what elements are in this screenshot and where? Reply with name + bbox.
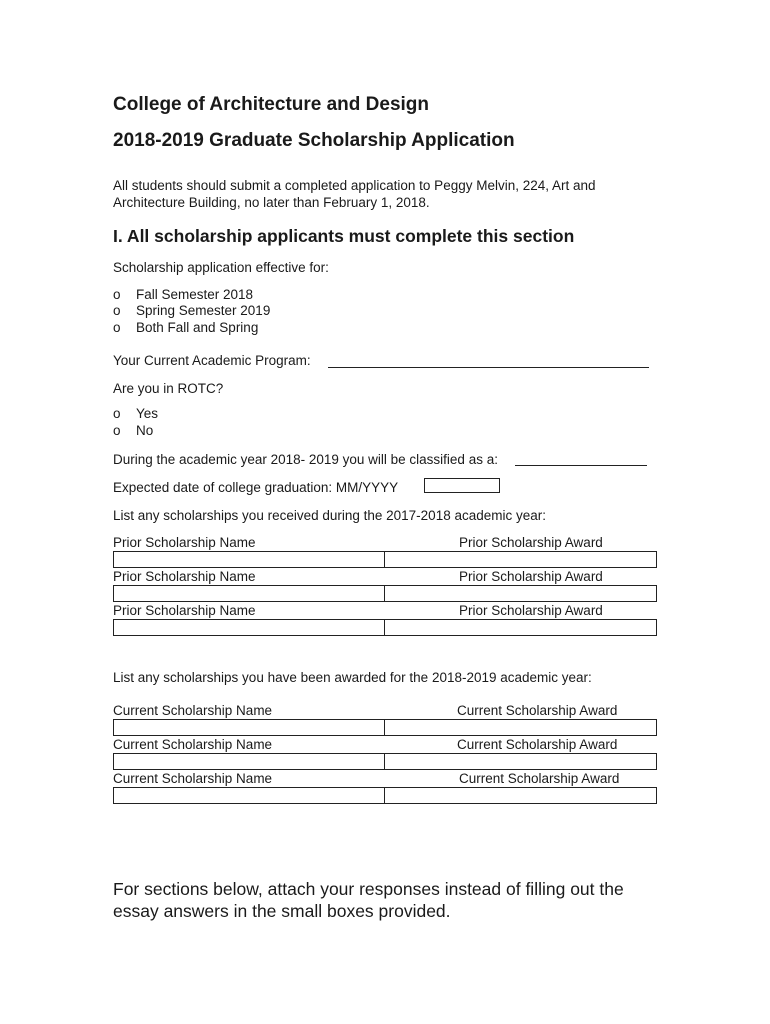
radio-circle-icon[interactable]: o [113,423,121,438]
current-name-input[interactable] [114,720,385,735]
effective-label: Scholarship application effective for: [113,260,329,275]
prior-scholarship-row [113,603,657,636]
current-scholarship-row [113,737,657,770]
current-award-label: Current Scholarship Award [457,703,618,718]
option-fall-2018[interactable] [113,287,253,303]
rotc-label: Are you in ROTC? [113,381,224,396]
current-award-input[interactable] [385,754,656,769]
prior-award-input[interactable] [385,586,656,601]
current-award-label: Current Scholarship Award [459,771,620,786]
prior-scholarship-row [113,535,657,568]
classification-input[interactable] [515,465,647,466]
current-award-input[interactable] [385,720,656,735]
prior-name-input[interactable] [114,620,385,635]
radio-circle-icon[interactable]: o [113,320,121,335]
intro-line-1: All students should submit a completed application to Peggy Melvin, 224, Art and [113,178,596,193]
option-spring-2019[interactable] [113,303,270,319]
rotc-option-no[interactable] [113,423,153,439]
prior-scholarship-row [113,569,657,602]
prior-name-label: Prior Scholarship Name [113,535,256,550]
current-award-input[interactable] [385,788,656,803]
classification-label: During the academic year 2018- 2019 you will be classified as a: [113,452,498,467]
option-label: No [136,423,154,438]
prior-award-label: Prior Scholarship Award [459,535,603,550]
option-both[interactable] [113,320,258,336]
prior-award-label: Prior Scholarship Award [459,569,603,584]
option-label: Yes [136,406,159,421]
program-input[interactable] [328,367,649,368]
current-name-input[interactable] [114,754,385,769]
radio-circle-icon[interactable]: o [113,406,121,421]
program-label: Your Current Academic Program: [113,353,311,368]
current-award-label: Current Scholarship Award [457,737,618,752]
current-name-input[interactable] [114,788,385,803]
radio-circle-icon[interactable]: o [113,287,121,302]
current-scholarship-row [113,703,657,736]
option-label: Both Fall and Spring [136,320,259,335]
intro-line-2: Architecture Building, no later than February 1, 2018. [113,195,430,210]
prior-name-input[interactable] [114,586,385,601]
prior-scholarships-intro: List any scholarships you received during the 2017-2018 academic year: [113,508,547,523]
graduation-date-input[interactable] [424,478,500,493]
prior-award-input[interactable] [385,552,656,567]
section-1-heading: I. All scholarship applicants must complete this section [113,226,575,246]
prior-name-label: Prior Scholarship Name [113,569,256,584]
graduation-label: Expected date of college graduation: MM/YYYY [113,480,399,495]
college-title: College of Architecture and Design [113,94,430,115]
current-name-label: Current Scholarship Name [113,771,273,786]
prior-award-label: Prior Scholarship Award [459,603,603,618]
rotc-option-yes[interactable] [113,406,158,422]
radio-circle-icon[interactable]: o [113,303,121,318]
footer-instruction-line-1: For sections below, attach your responses instead of filling out the [113,879,624,899]
current-scholarship-row [113,771,657,804]
option-label: Spring Semester 2019 [136,303,271,318]
current-name-label: Current Scholarship Name [113,703,273,718]
prior-name-label: Prior Scholarship Name [113,603,256,618]
current-scholarships-intro: List any scholarships you have been awarded for the 2018-2019 academic year: [113,670,592,685]
current-name-label: Current Scholarship Name [113,737,273,752]
footer-instruction-line-2: essay answers in the small boxes provided. [113,901,451,921]
option-label: Fall Semester 2018 [136,287,254,302]
prior-name-input[interactable] [114,552,385,567]
prior-award-input[interactable] [385,620,656,635]
form-title: 2018-2019 Graduate Scholarship Application [113,130,515,151]
